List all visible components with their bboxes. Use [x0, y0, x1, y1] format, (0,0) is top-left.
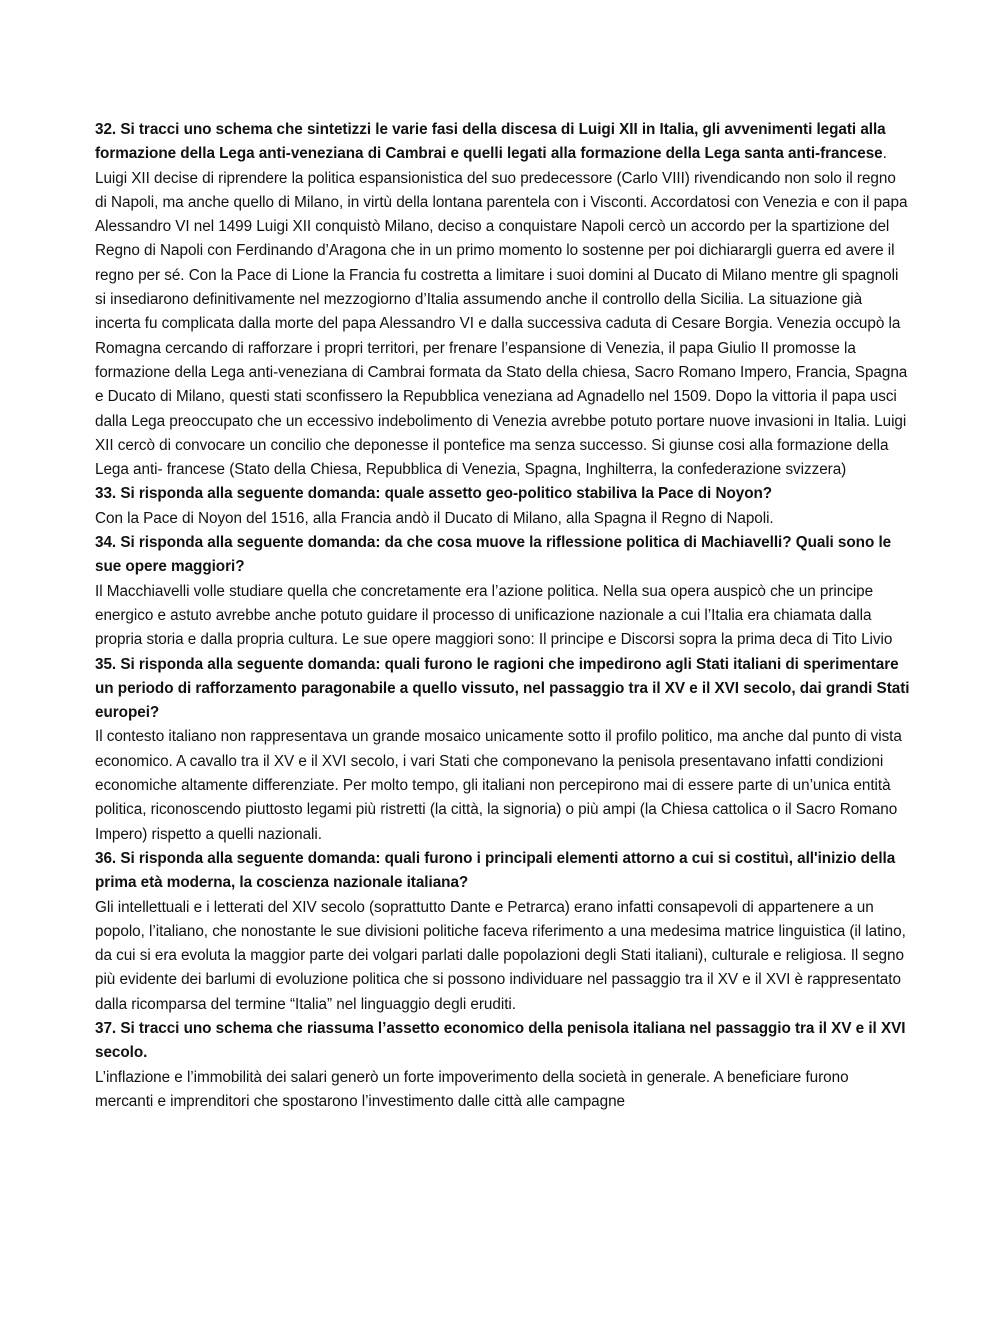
question-text: 32. Si tracci uno schema che sintetizzi le varie fasi della discesa di Luigi XII in Italia, gli avvenimenti legati alla formazione della Lega anti-veneziana di Cambrai e quelli legati alla formazione della Lega santa anti-francese	[95, 121, 886, 163]
answer-paragraph: Il Macchiavelli volle studiare quella che concretamente era l’azione politica. Nella sua opera auspicò che un principe energico e astuto avrebbe anche potuto guidare il processo di unificazione nazionale a cui l’Italia era chiamata dalla propria storia e dalla propria cultura. Le sue opere maggiori sono: Il principe e Discorsi sopra la prima deca di Tito Livio	[95, 582, 893, 649]
question-heading	[95, 847, 910, 896]
document-page	[95, 118, 910, 1114]
question-text: 36. Si risponda alla seguente domanda: quali furono i principali elementi attorno a cui si costituì, all'inizio della prima età moderna, la coscienza nazionale italiana?	[95, 849, 896, 892]
section-37	[95, 1017, 910, 1114]
answer-paragraph: Gli intellettuali e i letterati del XIV secolo (soprattutto Dante e Petrarca) erano infatti consapevoli di appartenere a un popolo, l’italiano, che nonostante le sue divisioni politiche faceva riferimento a una medesima matrice linguistica (il latino, da cui si era evoluta la maggior parte dei volgari parlati dalle popolazioni degli Stati italiani), culturale e religiosa. Il segno più evidente dei barlumi di evoluzione politica che si possono individuare nel passaggio tra il XV e il XVI è rappresentato dalla ricomparsa del termine “Italia” nel linguaggio degli eruditi.	[95, 898, 906, 1013]
question-heading	[95, 531, 910, 580]
answer-paragraph: Il contesto italiano non rappresentava un grande mosaico unicamente sotto il profilo politico, ma anche dal punto di vista economico. A cavallo tra il XV e il XVI secolo, i vari Stati che componevano la penisola presentavano infatti condizioni economiche altamente differenziate. Per molto tempo, gli italiani non percepirono mai di essere parte di un’unica entità politica, riconoscendo piuttosto legami più ristretti (la città, la signoria) o più ampi (la Chiesa cattolica o il Sacro Romano Impero) rispetto a quelli nazionali.	[95, 728, 902, 843]
question-text: 35. Si risponda alla seguente domanda: quali furono le ragioni che impedirono agli Stati italiani di sperimentare un periodo di rafforzamento paragonabile a quello vissuto, nel passaggio tra il XV e il XVI secolo, dai grandi Stati europei?	[95, 655, 910, 722]
question-heading	[95, 1017, 910, 1066]
answer-paragraph: Luigi XII decise di riprendere la politica espansionistica del suo predecessore (Carlo VIII) rivendicando non solo il regno di Napoli, ma anche quello di Milano, in virtù della lontana parentela con i Visconti. Accordatosi con Venezia e con il papa Alessandro VI nel 1499 Luigi XII conquistò Milano, deciso a conquistare Napoli cercò un accordo per la spartizione del Regno di Napoli con Ferdinando d’Aragona che in un primo momento lo sostenne per poi dichiarargli guerra ed avere il regno per sé. Con la Pace di Lione la Francia fu costretta a limitare i suoi domini al Ducato di Milano mentre gli spagnoli si insediarono definitivamente nel mezzogiorno d’Italia assumendo anche il controllo della Sicilia. La situazione già incerta fu complicata dalla morte del papa Alessandro VI e dalla successiva caduta di Cesare Borgia. Venezia occupò la Romagna cercando di rafforzare i propri territori, per frenare l’espansione di Venezia, il papa Giulio II promosse la formazione della Lega anti-veneziana di Cambrai formata da Stato della chiesa, Sacro Romano Impero, Francia, Spagna e Ducato di Milano, questi stati sconfissero la Repubblica veneziana ad Agnadello nel 1509. Dopo la vittoria il papa usci dalla Lega preoccupato che un eccessivo indebolimento di Venezia avrebbe potuto portare nuove invasioni in Italia. Luigi XII cercò di convocare un concilio che deponesse il pontefice ma senza successo. Si giunse cosi alla formazione della Lega anti- francese (Stato della Chiesa, Repubblica di Venezia, Spagna, Inghilterra, la confederazione svizzera)	[95, 169, 908, 479]
question-heading	[95, 653, 910, 726]
section-32	[95, 118, 910, 482]
answer-paragraph: L’inflazione e l’immobilità dei salari generò un forte impoverimento della società in generale. A beneficiare furono mercanti e imprenditori che spostarono l’investimento dalle città alle campagne	[95, 1068, 849, 1110]
section-35	[95, 653, 910, 847]
question-text: 37. Si tracci uno schema che riassuma l’assetto economico della penisola italiana nel passaggio tra il XV e il XVI secolo.	[95, 1019, 906, 1062]
section-36	[95, 847, 910, 1017]
section-34	[95, 531, 910, 652]
question-text: 33. Si risponda alla seguente domanda: quale assetto geo-politico stabiliva la Pace di Noyon?	[95, 485, 773, 503]
question-heading	[95, 118, 910, 167]
question-text: 34. Si risponda alla seguente domanda: da che cosa muove la riflessione politica di Machiavelli? Quali sono le sue opere maggiori?	[95, 534, 892, 576]
answer-paragraph: Con la Pace di Noyon del 1516, alla Francia andò il Ducato di Milano, alla Spagna il Regno di Napoli.	[95, 509, 774, 527]
section-33	[95, 482, 910, 531]
question-end: .	[882, 145, 887, 163]
question-heading	[95, 482, 910, 506]
